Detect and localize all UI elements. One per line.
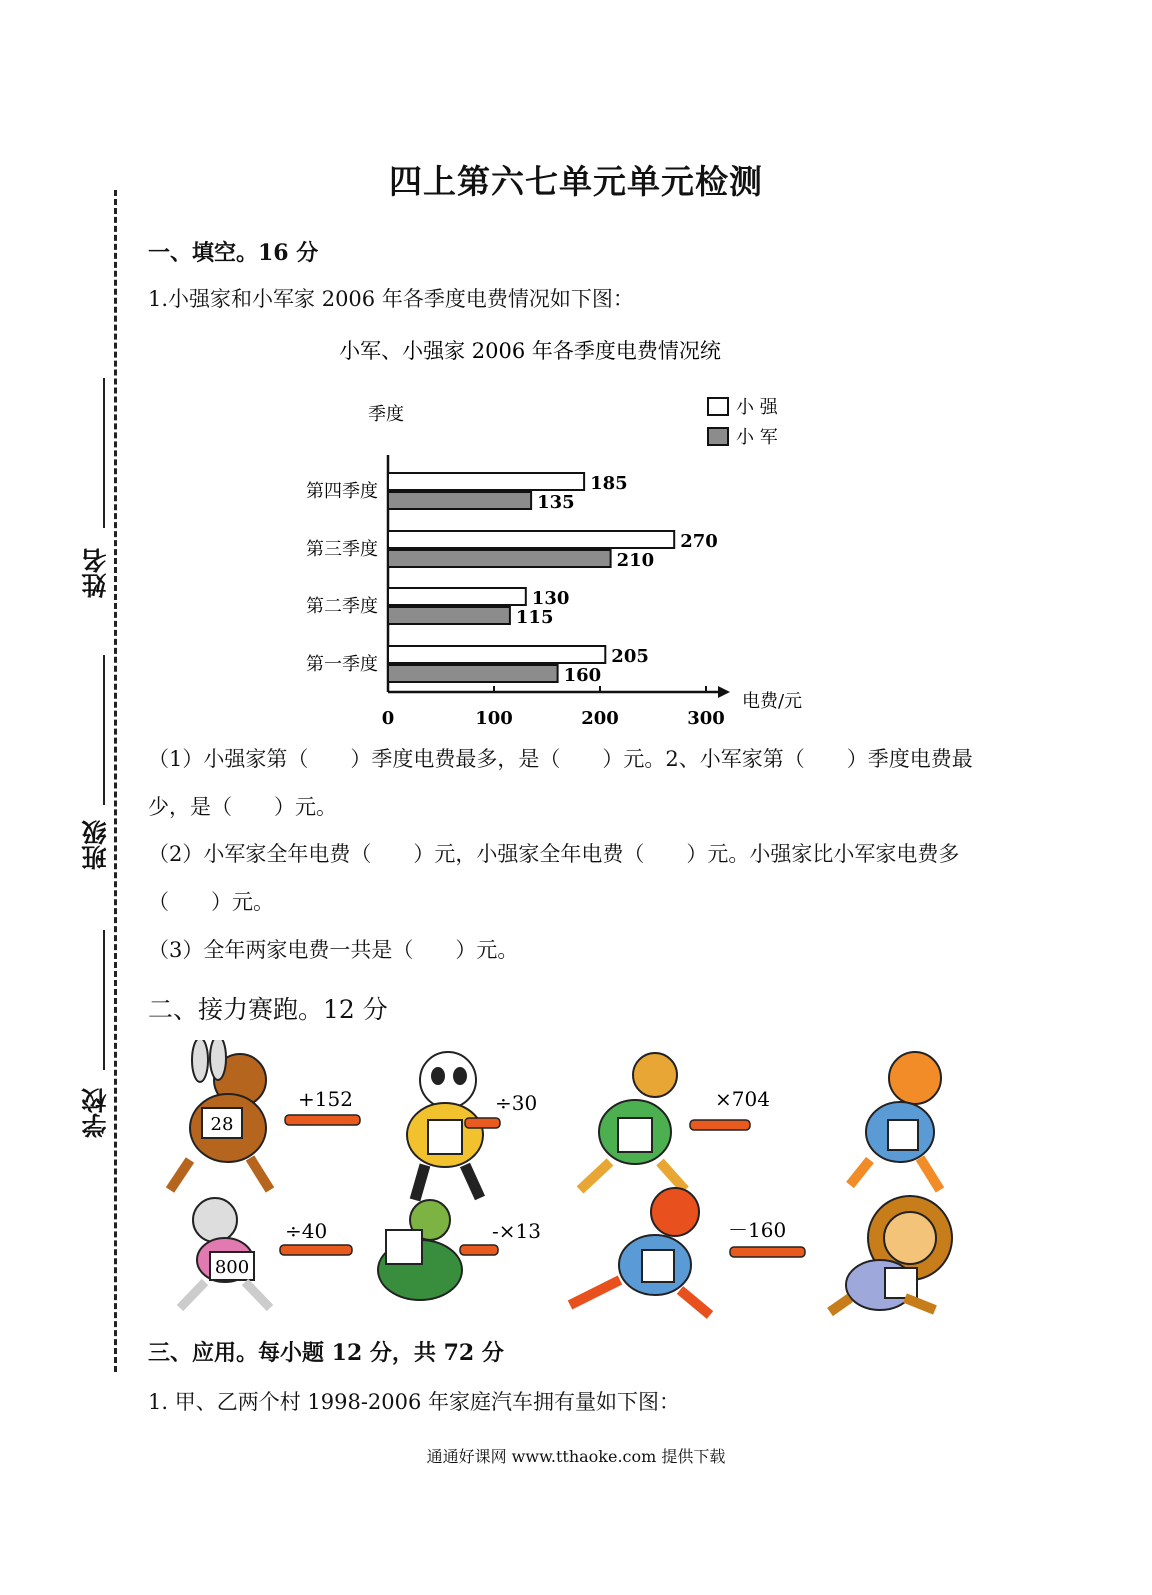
- question1-intro: 1.小强家和小军家 2006 年各季度电费情况如下图：: [148, 287, 634, 311]
- bar-value-label: 205: [611, 646, 649, 667]
- x-tick-label: 100: [475, 708, 513, 729]
- legend-label-xiaoqiang: 小 强: [736, 397, 778, 418]
- class-label: 班级: [81, 820, 110, 870]
- bar-value-label: 135: [537, 492, 575, 513]
- relay-op-6: －160: [728, 1218, 787, 1242]
- relay-op-3: ×704: [715, 1087, 770, 1111]
- x-tick-label: 0: [381, 708, 395, 729]
- bar-xiaoqiang: [388, 531, 674, 548]
- question1-part3: （3）全年两家电费一共是（ ）元。: [148, 938, 519, 962]
- relay-op-1: +152: [298, 1087, 353, 1111]
- chart-title: 小军、小强家 2006 年各季度电费情况统: [339, 339, 721, 363]
- section1-heading: 一、填空。16 分: [148, 240, 319, 266]
- page-title: 四上第六七单元单元检测: [389, 162, 763, 201]
- x-axis-arrow: [718, 686, 730, 698]
- school-label: 学校: [81, 1088, 110, 1138]
- category-labels: [306, 481, 378, 675]
- category-label: 第一季度: [306, 654, 378, 675]
- section3-heading: 三、应用。每小题 12 分，共 72 分: [148, 1340, 504, 1366]
- section2-heading: 二、接力赛跑。12 分: [148, 995, 388, 1024]
- baton-3: [690, 1120, 750, 1130]
- baton-2: [465, 1118, 500, 1128]
- relay-start-number-2: 800: [214, 1257, 250, 1278]
- legend: [708, 397, 779, 448]
- bar-value-label: 210: [616, 550, 655, 571]
- category-label: 第四季度: [306, 481, 378, 502]
- name-label: 姓名: [81, 548, 110, 598]
- baton-1: [285, 1115, 360, 1125]
- x-tick-label: 300: [687, 708, 725, 729]
- relay-op-2: ÷30: [495, 1091, 538, 1115]
- bar-value-label: 270: [680, 531, 718, 552]
- question1-part2: （2）小军家全年电费（ ）元，小强家全年电费（ ）元。小强家比小军家电费多（ ）元。: [148, 842, 960, 914]
- section3-question1: 1. 甲、乙两个村 1998-2006 年家庭汽车拥有量如下图：: [148, 1390, 681, 1414]
- baton-6: [730, 1247, 805, 1257]
- bar-xiaojun: [388, 492, 531, 509]
- bar-xiaojun: [388, 665, 558, 682]
- relay-op-4: ÷40: [285, 1219, 328, 1243]
- bar-value-label: 185: [590, 473, 628, 494]
- relay-start-number-1: 28: [210, 1114, 234, 1135]
- relay-race-illustration: [150, 1040, 980, 1320]
- tiger-runner: [850, 1052, 941, 1190]
- bar-value-label: 115: [515, 607, 554, 628]
- bar-xiaojun: [388, 607, 510, 624]
- legend-label-xiaojun: 小 军: [736, 427, 778, 448]
- baton-5: [460, 1245, 498, 1255]
- bars: [388, 473, 718, 686]
- question1-part1: （1）小强家第（ ）季度电费最多，是（ ）元。2、小军家第（ ）季度电费最少，是（ ）元。: [148, 747, 973, 819]
- category-label: 第三季度: [306, 539, 378, 560]
- page-footer: 通通好课网 www.tthaoke.com 提供下载: [426, 1447, 726, 1466]
- category-label: 第二季度: [306, 596, 378, 617]
- legend-swatch-xiaojun: [708, 428, 728, 445]
- fox-runner: [570, 1188, 710, 1315]
- baton-4: [280, 1245, 352, 1255]
- school-blank-line: [103, 930, 105, 1070]
- bar-value-label: 130: [531, 588, 570, 609]
- electricity-bar-chart: [0, 320, 1152, 730]
- leopard-runner: [580, 1053, 685, 1190]
- y-axis-label: 季度: [368, 404, 404, 425]
- turtle-runner: [378, 1200, 462, 1300]
- bar-xiaoqiang: [388, 473, 584, 490]
- bar-xiaoqiang: [388, 588, 526, 605]
- bar-xiaoqiang: [388, 646, 605, 663]
- legend-swatch-xiaoqiang: [708, 398, 728, 415]
- x-tick-label: 200: [581, 708, 619, 729]
- x-axis-label: 电费/元: [742, 691, 803, 712]
- relay-op-5: -×13: [492, 1219, 541, 1243]
- bar-value-label: 160: [563, 665, 602, 686]
- lion-runner: [830, 1196, 952, 1312]
- bar-xiaojun: [388, 550, 611, 567]
